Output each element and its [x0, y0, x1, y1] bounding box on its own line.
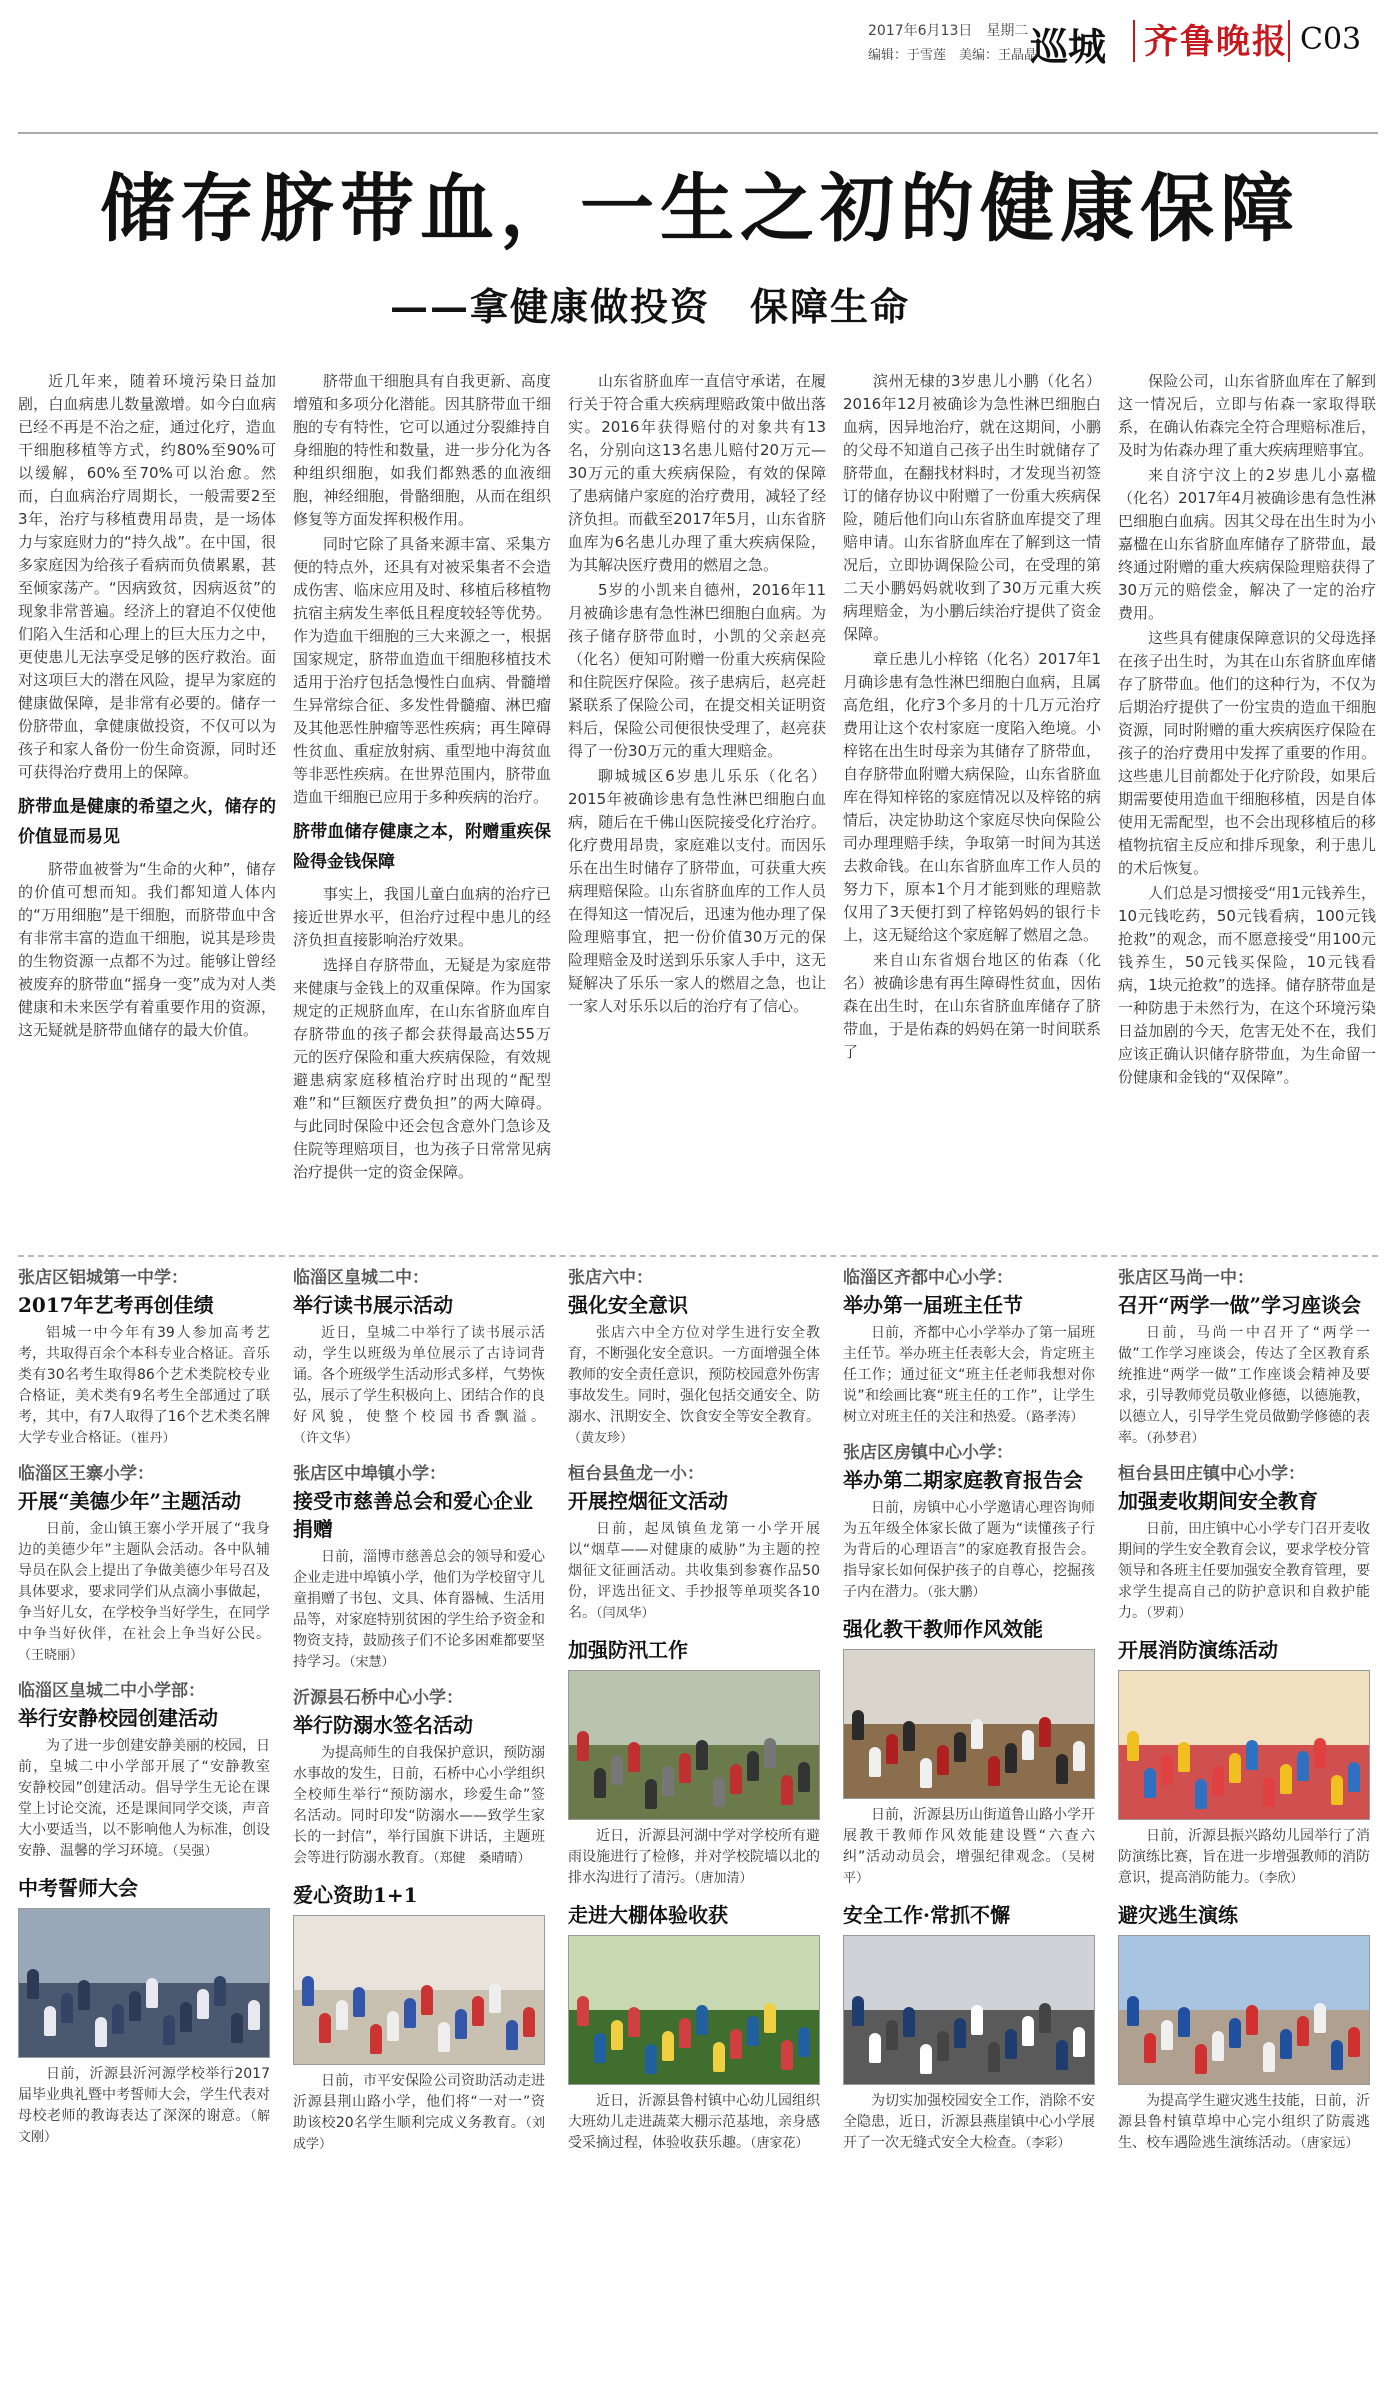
photo-figure [954, 1732, 966, 1762]
news-body: 铝城一中今年有39人参加高考艺考，共取得百余个本科专业合格证。音乐类有30名考生取得86个艺术类院校专业合格证，美术类有9名考生全部通过了联考，其中，有7人取得了16个艺术类名牌大学专业合格证。（崔丹） [18, 1325, 270, 1446]
photo-figure [1212, 2031, 1224, 2061]
article-column-3 [568, 370, 826, 1238]
photo-figure [523, 2007, 535, 2037]
photo-figure [1314, 2003, 1326, 2033]
news-title: 举办第二期家庭教育报告会 [843, 1468, 1083, 1492]
photo-figure [781, 2040, 793, 2070]
news-body: 日前，沂源县沂河源学校举行2017届毕业典礼暨中考誓师大会，学生代表对母校老师的教诲表达了深深的谢意。（解文刚） [18, 2066, 270, 2145]
photo-figure [1331, 1775, 1343, 1805]
photo-figure [1022, 1730, 1034, 1760]
article-paragraph: 这些具有健康保障意识的父母选择在孩子出生时，为其在山东省脐血库储存了脐带血。他们的这种行为，不仅为后期治疗提供了一份宝贵的造血干细胞资源，同时附赠的重大疾病医疗保险在孩子的治疗费用中发挥了重要的作用。这些患儿目前都处于化疗阶段，如果后期需要使用造血干细胞移植，因是自体使用无需配型，也不会出现移植后的移植物抗宿主反应和排斥现象，利于患儿的术后恢复。 [1118, 629, 1376, 877]
article-paragraph: 人们总是习惯接受“用1元钱养生，10元钱吃药，50元钱看病，100元钱抢救”的观念，而不愿意接受“用100元钱养生，50元钱买保险，10元钱看病，1块元抢救”的选择。储存脐带血是一种防患于未然行为，在这个环境污染日益加剧的今天，危害无处不在，我们应该正确认识储存脐带血，为生命留一份健康和金钱的“双保障”。 [1118, 884, 1376, 1086]
photo-figure [44, 2006, 56, 2036]
photo-figure [112, 2004, 124, 2034]
photo-figure [472, 1996, 484, 2026]
photo-figure [353, 1987, 365, 2017]
photo-figure [1297, 2016, 1309, 2046]
news-column-1 [18, 1265, 284, 2160]
article-paragraph: 章丘患儿小梓铭（化名）2017年1月确诊患有急性淋巴细胞白血病，且属高危组，化疗3个多月的十几万元治疗费用让这个农村家庭一度陷入绝境。小梓铭在出生时母亲为其储存了脐带血，自存脐带血附赠大病保险，山东省脐血库在得知梓铭的家庭情况以及梓铭的病情后，决定协助这个家庭尽快向保险公司办理理赔手续，争取第一时间为其送去救命钱。在山东省脐血库工作人员的努力下，原本1个月才能到账的理赔款仅用了3天便打到了梓铭妈妈的银行卡上，这无疑给这个家庭解了燃眉之急。 [843, 650, 1101, 944]
news-body: 日前，起凤镇鱼龙第一小学开展以“烟草——对健康的威胁”为主题的控烟征文征画活动。共收集到参赛作品50份，评选出征文、手抄报等单项奖各10名。（闫凤华） [568, 1521, 820, 1621]
news-org: 张店区房镇中心小学： [843, 1443, 1013, 1463]
photo-figure [903, 1721, 915, 1751]
news-brief [293, 1265, 545, 1449]
news-org: 临淄区王寨小学： [18, 1464, 154, 1484]
photo-figure [489, 1983, 501, 2013]
photo-figure [954, 2018, 966, 2048]
news-author: （路孝涛） [1025, 1410, 1084, 1425]
photo-figure [404, 1998, 416, 2028]
photo-figure [662, 2031, 674, 2061]
news-body: 日前，金山镇王寨小学开展了“我身边的美德少年”主题队会活动。各中队辅导员在队会上提出了争做美德少年号召及具体要求，要求同学们从点滴小事做起，争当好儿女，在学校争当好学生，在同学中争当好伙伴，在社会上争当好公民。（王晓丽） [18, 1521, 270, 1663]
photo-figure [455, 2009, 467, 2039]
news-author: （孙梦君） [1146, 1431, 1205, 1446]
news-brief [843, 1265, 1095, 1428]
photo-figure [231, 2013, 243, 2043]
news-brief [843, 1901, 1095, 2154]
photo-figure [645, 2044, 657, 2074]
photo-figure [869, 2033, 881, 2063]
photo-figure [197, 1989, 209, 2019]
news-org: 张店区马尚一中： [1118, 1268, 1254, 1288]
photo-figure [370, 2024, 382, 2054]
news-author: （黄友珍） [568, 1431, 634, 1446]
article-subhead: 脐带血是健康的希望之火，储存的价值显而易见 [18, 797, 276, 847]
news-title: 举行安静校园创建活动 [18, 1706, 218, 1730]
subheadline: ——拿健康做投资 保障生命 [390, 284, 911, 329]
feature-article [18, 370, 1378, 1238]
news-brief [293, 1461, 545, 1673]
news-title: 避灾逃生演练 [1118, 1903, 1238, 1927]
photo-figure [387, 2011, 399, 2041]
photo-figure [1005, 1743, 1017, 1773]
article-paragraph: 山东省脐血库一直信守承诺，在履行关于符合重大疾病理赔政策中做出落实。2016年获得赔付的对象共有13名，分别向这13名患儿赔付20万元—30万元的重大疾病保险，有效的保障了患病储户家庭的治疗费用，减轻了经济负担。而截至2017年5月，山东省脐血库为6名患儿办理了重大疾病保险，为其解决医疗费用的燃眉之急。 [568, 372, 826, 574]
photo-figure [1331, 2040, 1343, 2070]
photo-figure [1005, 2029, 1017, 2059]
photo-figure [937, 2031, 949, 2061]
news-author: （闫凤华） [596, 1606, 655, 1621]
photo-figure [180, 2002, 192, 2032]
photo-figure [1178, 1742, 1190, 1772]
news-body: 近日，沂源县鲁村镇中心幼儿园组织大班幼儿走进蔬菜大棚示范基地，亲身感受采摘过程，体验收获乐趣。（唐家花） [568, 2093, 820, 2151]
photo-figure [1314, 1738, 1326, 1768]
photo-figure [1246, 2005, 1258, 2035]
news-photo [18, 1908, 270, 2058]
news-title: 强化教干教师作风效能 [843, 1617, 1043, 1641]
article-paragraph: 同时它除了具备来源丰富、采集方便的特点外，还具有对被采集者不会造成伤害、临床应用及时、移植后移植物抗宿主病发生率低且程度较轻等优势。作为造血干细胞的三大来源之一，根据国家规定，脐带血造血干细胞移植技术适用于治疗包括急慢性白血病、骨髓增生异常综合征、多发性骨髓瘤、淋巴瘤及其他恶性肿瘤等恶性疾病；再生障碍性贫血、重症放射病、重型地中海贫血等非恶性疾病。在世界范围内，脐带血造血干细胞已应用于多种疾病的治疗。 [293, 535, 551, 806]
news-brief [293, 1881, 545, 2155]
news-org: 沂源县石桥中心小学： [293, 1688, 463, 1708]
photo-figure [730, 2029, 742, 2059]
photo-figure [886, 1734, 898, 1764]
news-title: 走进大棚体验收获 [568, 1903, 728, 1927]
photo-figure [869, 1747, 881, 1777]
news-column-2 [293, 1265, 545, 2167]
news-brief [18, 1678, 284, 1862]
news-author: （刘成学） [293, 2116, 545, 2152]
news-title: 爱心资助1+1 [293, 1883, 418, 1907]
news-body: 日前，田庄镇中心小学专门召开麦收期间的学生安全教育会议，要求学校分管领导和各班主任要加强安全教育管理，要求学生提高自己的防护意识和自救护能力。（罗莉） [1118, 1521, 1370, 1621]
news-title: 2017年艺考再创佳绩 [18, 1293, 214, 1317]
photo-figure [577, 1996, 589, 2026]
photo-figure [146, 1978, 158, 2008]
photo-figure [937, 1745, 949, 1775]
news-body: 近日，皇城二中举行了读书展示活动，学生以班级为单位展示了古诗词背诵。各个班级学生活动形式多样，气势恢弘，展示了学生积极向上、团结合作的良好风貌，使整个校园书香飘溢。（许文华） [293, 1325, 545, 1446]
news-body: 日前，淄博市慈善总会的领导和爱心企业走进中埠镇小学，他们为学校留守儿童捐赠了书包、文具、体育器械、生活用品等，对家庭特别贫困的学生给予资金和物资支持，鼓励孩子们不论多困难都要坚持学习。（宋慧） [293, 1549, 545, 1670]
news-brief [568, 1265, 820, 1449]
photo-figure [1073, 2027, 1085, 2057]
news-author: （王晓丽） [18, 1648, 84, 1663]
news-title: 开展消防演练活动 [1118, 1638, 1278, 1662]
news-photo [568, 1935, 820, 2085]
article-column-5 [1118, 370, 1376, 1238]
photo-figure [730, 1764, 742, 1794]
article-paragraph: 滨州无棣的3岁患儿小鹏（化名）2016年12月被确诊为急性淋巴细胞白血病，因异地治疗，就在这期间，小鹏的父母不知道自己孩子出生时就储存了脐带血，在翻找材料时，才发现当初签订的储存协议中附赠了一份重大疾病保险，随后他们向山东省脐血库提交了理赔申请。山东省脐血库在了解到这一情况后，立即协调保险公司，在受理的第二天小鹏妈妈就收到了30万元重大疾病理赔金，为小鹏后续治疗提供了资金保障。 [843, 372, 1101, 643]
photo-figure [920, 1758, 932, 1788]
news-org: 张店区中埠镇小学： [293, 1464, 446, 1484]
photo-figure [696, 2005, 708, 2035]
photo-figure [438, 2022, 450, 2052]
news-photo [1118, 1935, 1370, 2085]
news-body: 为提高学生避灾逃生技能，日前，沂源县鲁村镇草埠中心完小组织了防震逃生、校车遇险逃生演练活动。（唐家远） [1118, 2093, 1370, 2151]
news-author: （解文刚） [18, 2109, 270, 2145]
news-title: 开展“美德少年”主题活动 [18, 1489, 242, 1513]
photo-figure [628, 1742, 640, 1772]
photo-figure [1229, 2018, 1241, 2048]
news-body: 为了进一步创建安静美丽的校园，日前，皇城二中小学部开展了“安静教室 安静校园”创建活动。倡导学生无论在课堂上讨论交流，还是课间同学交谈，声音大小要适当，以不影响他人为标准，创设安静、温馨的学习环境。（吴强） [18, 1738, 284, 1859]
news-brief [568, 1901, 820, 2154]
header-rule [18, 132, 1378, 134]
news-title: 强化安全意识 [568, 1293, 688, 1317]
photo-figure [1263, 1777, 1275, 1807]
news-author: （郑健 桑晴晴） [433, 1851, 531, 1866]
photo-figure [577, 1731, 589, 1761]
news-author: （张大鹏） [927, 1585, 986, 1600]
news-title: 接受市慈善总会和爱心企业捐赠 [293, 1489, 533, 1541]
news-brief [843, 1440, 1095, 1603]
news-title: 安全工作·常抓不懈 [843, 1903, 1010, 1927]
news-brief [18, 1265, 270, 1449]
article-paragraph: 脐带血干细胞具有自我更新、高度增殖和多项分化潜能。因其脐带血干细胞的专有特性，它可以通过分裂維持自身细胞的特性和数量，进一步分化为各种组织细胞，如我们都熟悉的血液细胞，神经细胞，骨骼细胞，从而在组织修复等方面发挥积极作用。 [293, 372, 551, 528]
photo-figure [319, 2013, 331, 2043]
news-author: （宋慧） [349, 1655, 395, 1670]
photo-figure [611, 2020, 623, 2050]
article-paragraph: 聊城城区6岁患儿乐乐（化名）2015年被确诊患有急性淋巴细胞白血病，随后在千佛山医院接受化疗治疗。化疗费用昂贵，家庭难以支付。而因乐乐在出生时储存了脐带血，可获重大疾病理赔保险。山东省脐血库的工作人员在得知这一情况后，迅速为他办理了保险理赔事宜，把一份价值30万元的保险理赔金及时送到乐乐家人手中，这无疑解决了乐乐一家人的燃眉之急，也让一家人对乐乐以后的治疗有了信心。 [568, 767, 826, 1015]
photo-figure [781, 1775, 793, 1805]
photo-figure [421, 1985, 433, 2015]
newspaper-logo: 齐鲁晚报 [1144, 22, 1288, 62]
photo-figure [1280, 2029, 1292, 2059]
photo-figure [594, 1768, 606, 1798]
news-title: 加强防汛工作 [568, 1638, 688, 1662]
photo-figure [78, 1980, 90, 2010]
photo-figure [679, 1753, 691, 1783]
article-paragraph: 选择自存脐带血，无疑是为家庭带来健康与金钱上的双重保障。作为国家规定的正规脐血库，在山东省脐血库自存脐带血的孩子都会获得最高达55万元的医疗保险和重大疾病保险，有效规避患病家庭移植治疗时出现的“配型难”和“巨额医疗费负担”的两大障碍。与此同时保险中还会包含意外门急诊及住院等理赔项目，也为孩子日常常见病治疗提供一定的资金保障。 [293, 956, 551, 1181]
news-photo [293, 1915, 545, 2065]
news-author: （唐家远） [1300, 2136, 1359, 2151]
photo-figure [611, 1755, 623, 1785]
photo-figure [1229, 1753, 1241, 1783]
photo-figure [645, 1779, 657, 1809]
editors-credit: 编辑：于雪莲 美编：王晶晶 [868, 48, 1038, 63]
article-paragraph: 脐带血被誉为“生命的火种”，储存的价值可想而知。我们都知道人体内的“万用细胞”是干细胞，而脐带血中含有非常丰富的造血干细胞，说其是珍贵的生物资源一点都不为过。能够让曾经被废弃的脐带血“摇身一变”成为对人类健康和未来医学有着重要作用的资源，这无疑就是脐带血储存的最大价值。 [18, 860, 276, 1039]
photo-figure [594, 2033, 606, 2063]
photo-figure [1280, 1764, 1292, 1794]
news-body: 为提高师生的自我保护意识，预防溺水事故的发生，日前，石桥中心小学组织全校师生举行“预防溺水，珍爱生命”签名活动。同时印发“防溺水——致学生家长的一封信”，举行国旗下讲话，主题班会等进行防溺水教育。（郑健 桑晴晴） [293, 1745, 545, 1866]
news-brief [293, 1685, 545, 1869]
news-title: 加强麦收期间安全教育 [1118, 1489, 1318, 1513]
photo-figure [679, 2018, 691, 2048]
news-org: 张店区铝城第一中学： [18, 1268, 188, 1288]
photo-figure [713, 1777, 725, 1807]
news-body: 日前，沂源县振兴路幼儿园举行了消防演练比赛，旨在进一步增强教师的消防意识，提高消防能力。（李欣） [1118, 1828, 1370, 1886]
news-brief [18, 1461, 270, 1666]
news-org: 临淄区齐都中心小学： [843, 1268, 1013, 1288]
news-title: 举行防溺水签名活动 [293, 1713, 473, 1737]
photo-figure [764, 2003, 776, 2033]
news-photo [568, 1670, 820, 1820]
photo-figure [798, 1762, 810, 1792]
header-divider [1133, 20, 1135, 62]
photo-figure [971, 2005, 983, 2035]
article-paragraph: 近几年来，随着环境污染日益加剧，白血病患儿数量激增。如今白血病已经不再是不治之症，通过化疗，造血干细胞移植等方式，约80%至90%可以缓解，60%至70%可以治愈。然而，白血病治疗周期长，一般需要2至3年，治疗与移植费用昂贵，是一场体力与家庭财力的“持久战”。在中国，很多家庭因为给孩子看病而负债累累，甚至倾家荡产。“因病致贫，因病返贫”的现象非常普遍。经济上的窘迫不仅使他们陷入生活和心理上的巨大压力之中，更使患儿无法享受足够的医疗救治。面对这项巨大的潜在风险，提早为家庭的健康做保障，是非常有必要的。储存一份脐带血，拿健康做投资，不仅可以为孩子和家人备份一份生命资源，同时还可获得治疗费用上的保障。 [18, 372, 276, 781]
photo-figure [1297, 1751, 1309, 1781]
news-body: 为切实加强校园安全工作，消除不安全隐患，近日，沂源县燕崖镇中心小学展开了一次无缝式安全大检查。（李彩） [843, 2093, 1095, 2151]
photo-figure [1056, 1754, 1068, 1784]
photo-figure [747, 1751, 759, 1781]
news-photo [843, 1649, 1095, 1799]
photo-figure [1144, 1768, 1156, 1798]
photo-figure [1056, 2040, 1068, 2070]
news-photo [843, 1935, 1095, 2085]
news-author: （吴强） [172, 1844, 218, 1859]
news-brief [1118, 1265, 1370, 1449]
news-author: （吴树平） [843, 1850, 1095, 1886]
photo-figure [1212, 1766, 1224, 1796]
article-subhead: 脐带血储存健康之本，附赠重疾保险得金钱保障 [293, 822, 551, 872]
photo-figure [1039, 1717, 1051, 1747]
news-photo [1118, 1670, 1370, 1820]
news-brief [1118, 1461, 1370, 1624]
photo-figure [988, 2042, 1000, 2072]
photo-figure [214, 1976, 226, 2006]
photo-figure [971, 1719, 983, 1749]
photo-figure [1144, 2033, 1156, 2063]
news-brief [568, 1461, 820, 1624]
photo-figure [336, 2000, 348, 2030]
photo-figure [1161, 1755, 1173, 1785]
news-author: （李欣） [1258, 1871, 1304, 1886]
page-header [0, 0, 1395, 70]
section-rule [18, 1255, 1378, 1257]
photo-figure [1161, 2020, 1173, 2050]
news-title: 举行读书展示活动 [293, 1293, 453, 1317]
photo-figure [27, 1969, 39, 1999]
photo-figure [1127, 1996, 1139, 2026]
news-body: 近日，沂源县河湖中学对学校所有避雨设施进行了检修，并对学校院墙以北的排水沟进行了清污。（唐加清） [568, 1828, 820, 1886]
news-brief [18, 1874, 270, 2148]
photo-figure [920, 2044, 932, 2074]
news-author: （罗莉） [1146, 1606, 1192, 1621]
photo-figure [248, 2000, 260, 2030]
photo-figure [747, 2016, 759, 2046]
photo-figure [903, 2007, 915, 2037]
article-paragraph: 事实上，我国儿童白血病的治疗已接近世界水平，但治疗过程中患儿的经济负担直接影响治疗效果。 [293, 885, 551, 949]
news-author: （崔丹） [130, 1431, 176, 1446]
news-org: 临淄区皇城二中： [293, 1268, 429, 1288]
news-brief [568, 1636, 820, 1889]
header-divider [1288, 20, 1290, 62]
photo-figure [662, 1766, 674, 1796]
section-name: 巡城 [1030, 24, 1107, 69]
photo-figure [1348, 2027, 1360, 2057]
article-column-4 [843, 370, 1101, 1238]
news-org: 桓台县鱼龙一小： [568, 1464, 704, 1484]
photo-figure [61, 1993, 73, 2023]
photo-figure [988, 1756, 1000, 1786]
news-brief [843, 1615, 1095, 1889]
news-body: 日前，市平安保险公司资助活动走进沂源县荆山路小学，他们将“一对一”资助该校20名学生顺利完成义务教育。（刘成学） [293, 2073, 545, 2152]
news-author: （唐家花） [750, 2136, 809, 2151]
news-brief [1118, 1901, 1370, 2154]
news-brief [1118, 1636, 1370, 1889]
photo-figure [852, 1996, 864, 2026]
page-number: C03 [1300, 22, 1362, 57]
photo-figure [1246, 1740, 1258, 1770]
article-paragraph: 保险公司，山东省脐血库在了解到这一情况后，立即与佑森一家取得联系，在确认佑森完全符合理赔标准后，及时为佑森办理了重大疾病理赔事宜。 [1118, 372, 1376, 459]
photo-figure [1073, 1741, 1085, 1771]
photo-figure [764, 1738, 776, 1768]
news-author: （李彩） [1025, 2136, 1071, 2151]
photo-figure [1022, 2016, 1034, 2046]
news-author: （许文华） [293, 1431, 359, 1446]
news-author: （唐加清） [694, 1871, 753, 1886]
news-body: 日前，齐都中心小学举办了第一届班主任节。举办班主任表彰大会，肯定班主任工作；通过征文“班主任老师我想对你说”和绘画比赛“班主任的工作”，让学生树立对班主任的关注和热爱。（路孝涛） [843, 1325, 1095, 1425]
photo-figure [852, 1710, 864, 1740]
photo-figure [628, 2007, 640, 2037]
news-title: 中考誓师大会 [18, 1876, 138, 1900]
headline: 储存脐带血，一生之初的健康保障 [100, 166, 1300, 252]
photo-figure [886, 2020, 898, 2050]
photo-figure [696, 1740, 708, 1770]
news-org: 桓台县田庄镇中心小学： [1118, 1464, 1305, 1484]
photo-figure [302, 1976, 314, 2006]
news-org: 临淄区皇城二中小学部： [18, 1681, 205, 1701]
photo-figure [1039, 2003, 1051, 2033]
photo-figure [713, 2042, 725, 2072]
article-paragraph: 5岁的小凯来自德州，2016年11月被确诊患有急性淋巴细胞白血病。为孩子储存脐带血时，小凯的父亲赵亮（化名）便知可附赠一份重大疾病保险和住院医疗保险。孩子患病后，赵亮赶紧联系了保险公司，在提交相关证明资料后，保险公司便很快受理了，赵亮获得了一份30万元的重大理赔金。 [568, 581, 826, 760]
news-body: 张店六中全方位对学生进行安全教育，不断强化安全意识。一方面增强全体教师的安全责任意识，预防校园意外伤害事故发生。同时，强化包括交通安全、防溺水、汛期安全、饮食安全等安全教育。（黄友珍） [568, 1325, 820, 1446]
news-title: 召开“两学一做”学习座谈会 [1118, 1293, 1362, 1317]
article-paragraph: 来自山东省烟台地区的佑森（化名）被确诊患有再生障碍性贫血，因佑森在出生时，在山东省脐血库储存了脐带血，于是佑森的妈妈在第一时间联系了 [843, 951, 1101, 1061]
article-paragraph: 来自济宁汶上的2岁患儿小嘉楹（化名）2017年4月被确诊患有急性淋巴细胞白血病。因其父母在出生时为小嘉楹在山东省脐血库储存了脐带血，最终通过附赠的重大疾病保险理赔获得了30万元的赔偿金，解决了一定的治疗费用。 [1118, 466, 1376, 622]
news-title: 开展控烟征文活动 [568, 1489, 728, 1513]
news-column-5 [1118, 1265, 1370, 2166]
article-column-2 [293, 370, 551, 1238]
photo-figure [798, 2027, 810, 2057]
photo-figure [1195, 1779, 1207, 1809]
photo-figure [1195, 2044, 1207, 2074]
photo-figure [1348, 1762, 1360, 1792]
news-column-4 [843, 1265, 1095, 2166]
photo-figure [95, 2017, 107, 2047]
news-title: 举办第一届班主任节 [843, 1293, 1023, 1317]
photo-figure [1263, 2042, 1275, 2072]
photo-figure [1127, 1731, 1139, 1761]
news-column-3 [568, 1265, 820, 2166]
photo-figure [1178, 2007, 1190, 2037]
issue-date: 2017年6月13日 星期二 [868, 23, 1029, 39]
article-column-1 [18, 370, 276, 1238]
news-org: 张店六中： [568, 1268, 653, 1288]
photo-figure [129, 1991, 141, 2021]
news-body: 日前，房镇中心小学邀请心理咨询师为五年级全体家长做了题为“读懂孩子行为背后的心理语言”的家庭教育报告会。指导家长如何保护孩子的自尊心，挖掘孩子内在潜力。（张大鹏） [843, 1500, 1095, 1600]
news-body: 日前，沂源县历山街道鲁山路小学开展教干教师作风效能建设暨“六查六纠”活动动员会，增强纪律观念。（吴树平） [843, 1807, 1095, 1886]
news-body: 日前，马尚一中召开了“两学一做”工作学习座谈会，传达了全区教育系统推进“两学一做”工作座谈会精神及要求，引导教师党员敬业修德，以德施教，以德立人，引导学生党员做勤学修德的表率。（孙梦君） [1118, 1325, 1370, 1446]
photo-figure [506, 2020, 518, 2050]
photo-figure [163, 2015, 175, 2045]
